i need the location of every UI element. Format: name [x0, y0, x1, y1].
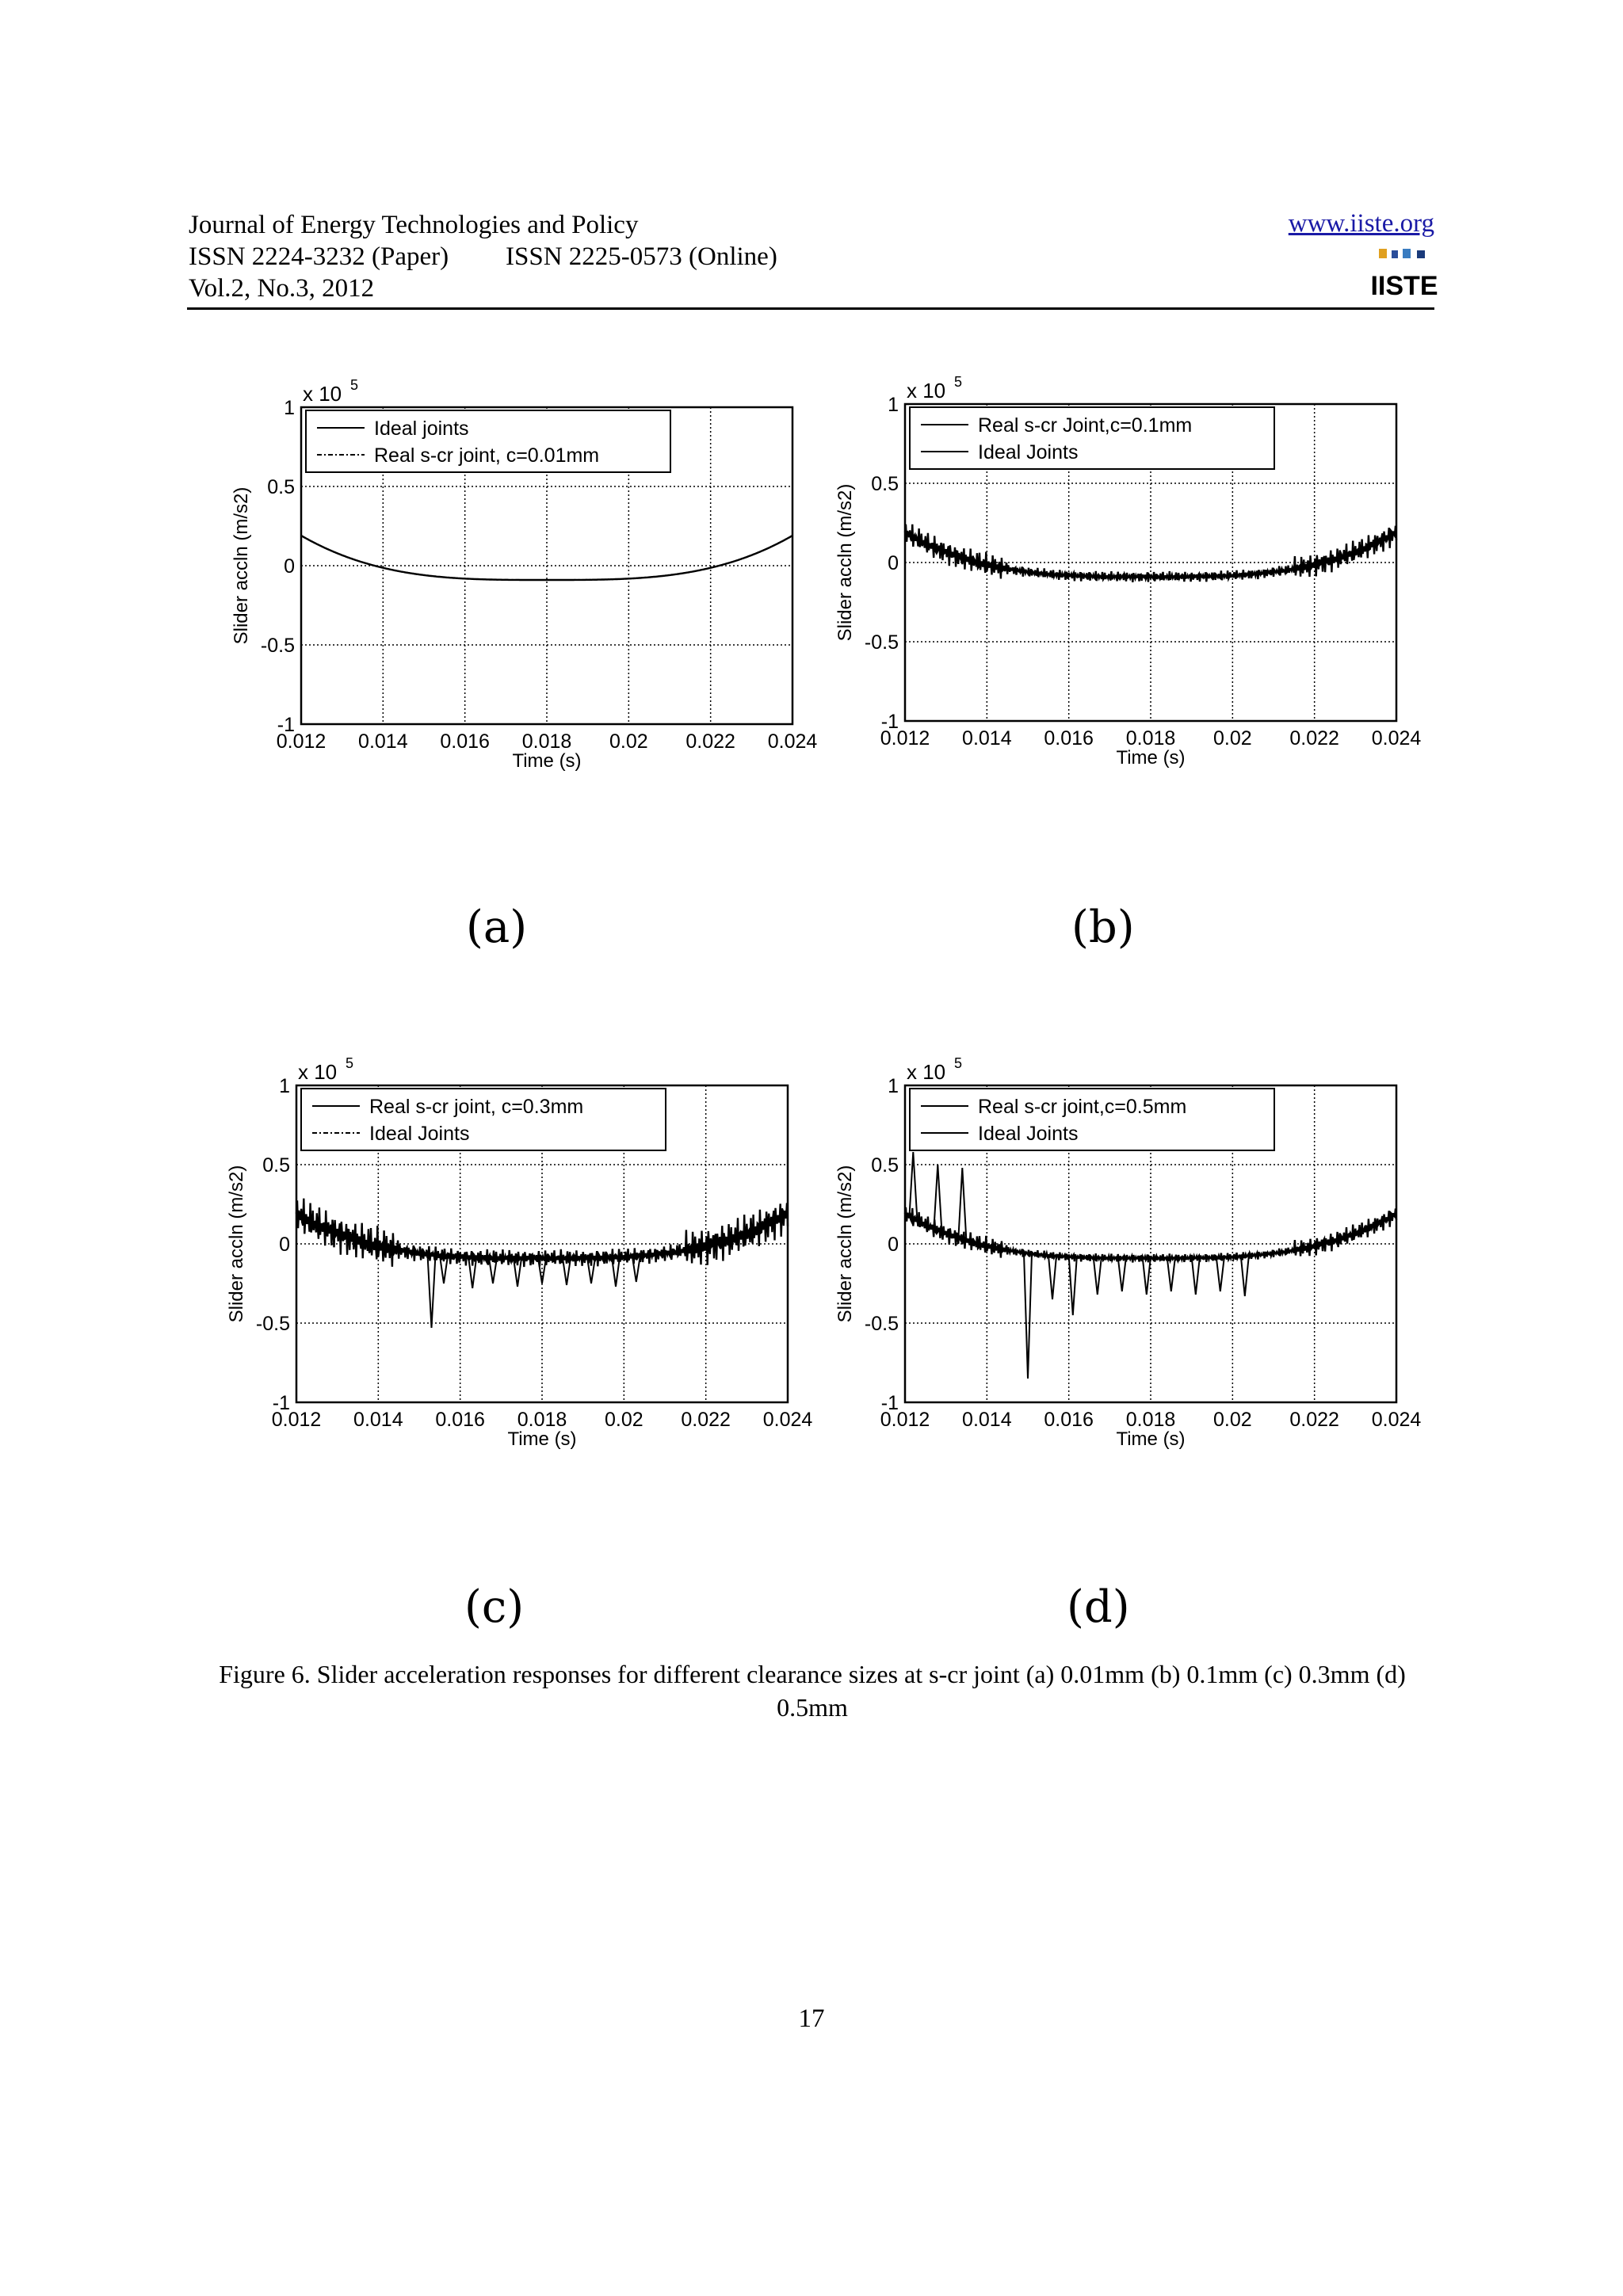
x-tick-label: 0.024: [762, 1409, 813, 1431]
chart-panel-d: [818, 1054, 1420, 1466]
x-tick-label: 0.016: [1044, 1409, 1094, 1431]
x-axis-label: Time (s): [507, 1428, 577, 1450]
y-tick-label: 1: [888, 394, 899, 416]
exponent-value: 5: [954, 1055, 963, 1071]
y-tick-label: -1: [880, 711, 899, 733]
x-tick-label: 0.02: [1212, 727, 1252, 749]
x-tick-label: 0.016: [435, 1409, 485, 1431]
x-tick-label: 0.02: [604, 1409, 643, 1431]
x-tick-label: 0.018: [521, 730, 572, 753]
volume-info: Vol.2, No.3, 2012: [189, 274, 375, 303]
page-number: 17: [798, 2004, 825, 2033]
y-tick-label: 0: [888, 1234, 899, 1256]
exponent-label: x 10: [907, 379, 946, 402]
x-tick-label: 0.022: [1289, 727, 1339, 749]
y-tick-label: -1: [272, 1392, 290, 1414]
y-tick-label: 0: [284, 555, 295, 578]
y-tick-label: 0.5: [871, 1154, 899, 1177]
y-tick-label: -1: [277, 714, 295, 736]
x-tick-label: 0.022: [685, 730, 735, 753]
x-tick-label: 0.016: [440, 730, 490, 753]
exponent-value: 5: [350, 377, 359, 393]
y-tick-label: 1: [279, 1075, 290, 1097]
y-tick-label: -0.5: [864, 631, 899, 654]
x-tick-label: 0.012: [276, 730, 327, 753]
x-tick-label: 0.018: [1125, 1409, 1176, 1431]
y-tick-label: -0.5: [255, 1313, 290, 1335]
x-tick-label: 0.022: [681, 1409, 731, 1431]
x-tick-label: 0.014: [353, 1409, 403, 1431]
x-tick-label: 0.024: [1371, 727, 1422, 749]
x-tick-label: 0.024: [1371, 1409, 1422, 1431]
x-tick-label: 0.012: [880, 1409, 930, 1431]
issn-online: ISSN 2225-0573 (Online): [506, 242, 777, 271]
y-tick-label: 0.5: [871, 473, 899, 495]
chart-c-svg: [209, 1054, 812, 1466]
caption-line-1: Figure 6. Slider acceleration responses for different clearance sizes at s-cr joint (a) 0.01mm (b) 0.1mm (c) 0.3mm (d): [219, 1660, 1406, 1688]
chart-panel-c: [209, 1054, 812, 1466]
x-axis-label: Time (s): [512, 750, 582, 772]
exponent-label: x 10: [303, 382, 342, 406]
y-axis-label: Slider accln (m/s2): [226, 1165, 247, 1323]
legend-label-1: Ideal joints: [374, 418, 469, 440]
legend-label-1: Real s-cr Joint,c=0.1mm: [978, 414, 1193, 437]
chart-d-svg: [818, 1054, 1420, 1466]
x-tick-label: 0.022: [1289, 1409, 1339, 1431]
y-tick-label: 1: [888, 1075, 899, 1097]
header-rule: [187, 307, 1434, 310]
subfigure-label-c: (c): [464, 1581, 525, 1633]
journal-title: Journal of Energy Technologies and Policy: [189, 211, 639, 239]
x-tick-label: 0.014: [358, 730, 408, 753]
y-tick-label: 0.5: [262, 1154, 290, 1177]
subfigure-label-d: (d): [1067, 1581, 1130, 1633]
x-axis-label: Time (s): [1116, 747, 1186, 769]
y-tick-label: 0: [279, 1234, 290, 1256]
legend-label-2: Ideal Joints: [369, 1123, 470, 1145]
chart-b-svg: [818, 372, 1420, 784]
y-tick-label: 0.5: [267, 476, 295, 498]
y-tick-label: -1: [880, 1392, 899, 1414]
x-axis-label: Time (s): [1116, 1428, 1186, 1450]
x-tick-label: 0.024: [767, 730, 818, 753]
x-tick-label: 0.02: [1212, 1409, 1252, 1431]
caption-line-2: 0.5mm: [777, 1693, 848, 1722]
y-tick-label: 1: [284, 397, 295, 419]
legend-label-2: Real s-cr joint, c=0.01mm: [374, 444, 600, 467]
website-link[interactable]: www.iiste.org: [1288, 209, 1434, 238]
svg-text:IISTE: IISTE: [1370, 271, 1438, 301]
subfigure-label-a: (a): [466, 902, 528, 953]
chart-panel-a: [214, 376, 816, 788]
x-tick-label: 0.018: [517, 1409, 567, 1431]
chart-a-svg: [214, 376, 816, 788]
y-axis-label: Slider accln (m/s2): [834, 1165, 856, 1323]
issn-paper: ISSN 2224-3232 (Paper): [189, 242, 449, 271]
exponent-value: 5: [346, 1055, 354, 1071]
exponent-label: x 10: [298, 1060, 338, 1084]
y-axis-label: Slider accln (m/s2): [231, 486, 252, 645]
x-tick-label: 0.012: [271, 1409, 322, 1431]
x-tick-label: 0.02: [609, 730, 648, 753]
legend-label-2: Ideal Joints: [978, 441, 1079, 463]
x-tick-label: 0.014: [962, 727, 1012, 749]
subfigure-label-b: (b): [1071, 902, 1135, 953]
y-tick-label: -0.5: [260, 635, 295, 657]
legend-label-1: Real s-cr joint,c=0.5mm: [978, 1096, 1187, 1118]
x-tick-label: 0.018: [1125, 727, 1176, 749]
y-axis-label: Slider accln (m/s2): [834, 483, 856, 642]
exponent-value: 5: [954, 374, 963, 390]
exponent-label: x 10: [907, 1060, 946, 1084]
x-tick-label: 0.016: [1044, 727, 1094, 749]
y-tick-label: -0.5: [864, 1313, 899, 1335]
chart-panel-b: [818, 372, 1420, 784]
iiste-logo: [1370, 247, 1438, 303]
y-tick-label: 0: [888, 552, 899, 574]
legend-label-2: Ideal Joints: [978, 1123, 1079, 1145]
figure-caption: [182, 1657, 1442, 1724]
x-tick-label: 0.012: [880, 727, 930, 749]
legend-label-1: Real s-cr joint, c=0.3mm: [369, 1096, 584, 1118]
x-tick-label: 0.014: [962, 1409, 1012, 1431]
